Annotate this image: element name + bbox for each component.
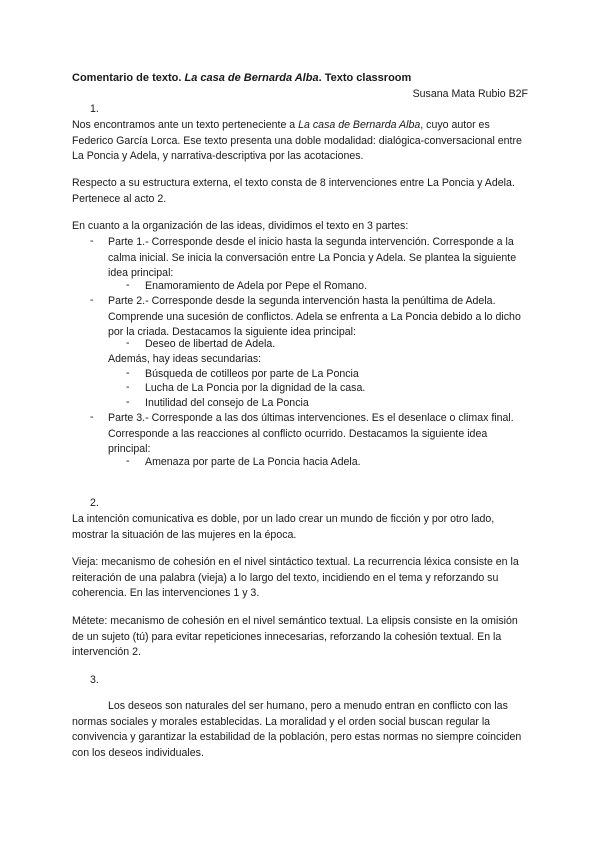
secondary-idea-1: Búsqueda de cotilleos por parte de La Poncia [145, 368, 359, 380]
part-1-idea: Enamoramiento de Adela por Pepe el Romano. [145, 280, 368, 292]
list-dash: - [126, 279, 130, 291]
list-dash: - [126, 381, 130, 393]
section-1-number: 1. [90, 103, 99, 115]
section-3-number: 3. [90, 674, 99, 686]
section-3-paragraph: Los deseos son naturales del ser humano, pero a menudo entran en conflicto con las normas sociales y morales establecidas. La moralidad y el orden social buscan regular la convivencia y garantizar la estabilidad de la población, pero estas normas no siempre coinciden con los deseos individuales. [72, 700, 522, 759]
section-2-intention: La intención comunicativa es doble, por un lado crear un mundo de ficción y por otro lado, mostrar la situación de las mujeres en la época. [72, 513, 495, 541]
list-dash: - [126, 455, 130, 467]
section-2-metete: Métete: mecanismo de cohesión en el nivel semántico textual. La elipsis consiste en la omisión de un sujeto (tú) para evitar repeticiones innecesarias, reforzando la cohesión textual. En la intervención 2. [72, 615, 518, 658]
secondary-idea-3: Inutilidad del consejo de La Poncia [145, 397, 309, 409]
part-3-idea: Amenaza por parte de La Poncia hacia Adela. [145, 456, 361, 468]
list-dash: - [90, 235, 94, 247]
part-2: Parte 2.- Corresponde desde la segunda intervención hasta la penúltima de Adela. Comprende una sucesión de conflictos. Adela se enfrenta a La Poncia debido a lo dicho por la criada. Destacamos la siguiente idea principal: [108, 295, 521, 338]
section-2-vieja: Vieja: mecanismo de cohesión en el nivel sintáctico textual. La recurrencia léxica consiste en la reiteración de una palabra (vieja) a lo largo del texto, incidiendo en el tema y reforzando su coherencia. En las intervenciones 1 y 3. [72, 556, 519, 599]
list-dash: - [126, 367, 130, 379]
section-1-organization: En cuanto a la organización de las ideas, dividimos el texto en 3 partes: [72, 220, 409, 232]
list-dash: - [90, 411, 94, 423]
author-line: Susana Mata Rubio B2F [412, 88, 528, 100]
section-1-structure: Respecto a su estructura externa, el texto consta de 8 intervenciones entre La Poncia y Adela. Pertenece al acto 2. [72, 177, 515, 205]
section-1-intro: Nos encontramos ante un texto perteneciente a La casa de Bernarda Alba, cuyo autor es Federico García Lorca. Ese texto presenta una doble modalidad: dialógica-conversacional entre La Poncia y Adela, y narrativa-descriptiva por las acotaciones. [72, 119, 522, 162]
part-3: Parte 3.- Corresponde a las dos últimas intervenciones. Es el desenlace o climax final. Corresponde a las reacciones al conflicto ocurrido. Destacamos la siguiente idea principal: [108, 412, 514, 455]
part-2-idea: Deseo de libertad de Adela. [145, 338, 276, 350]
list-dash: - [126, 396, 130, 408]
secondary-ideas-label: Además, hay ideas secundarias: [108, 353, 262, 365]
list-dash: - [90, 294, 94, 306]
part-1: Parte 1.- Corresponde desde el inicio hasta la segunda intervención. Corresponde a la calma inicial. Se inicia la conversación entre La Poncia y Adela. Se plantea la siguiente idea principal: [108, 236, 517, 279]
document-title: Comentario de texto. La casa de Bernarda Alba. Texto classroom [72, 72, 412, 84]
secondary-idea-2: Lucha de La Poncia por la dignidad de la casa. [145, 382, 366, 394]
section-2-number: 2. [90, 497, 99, 509]
list-dash: - [126, 337, 130, 349]
